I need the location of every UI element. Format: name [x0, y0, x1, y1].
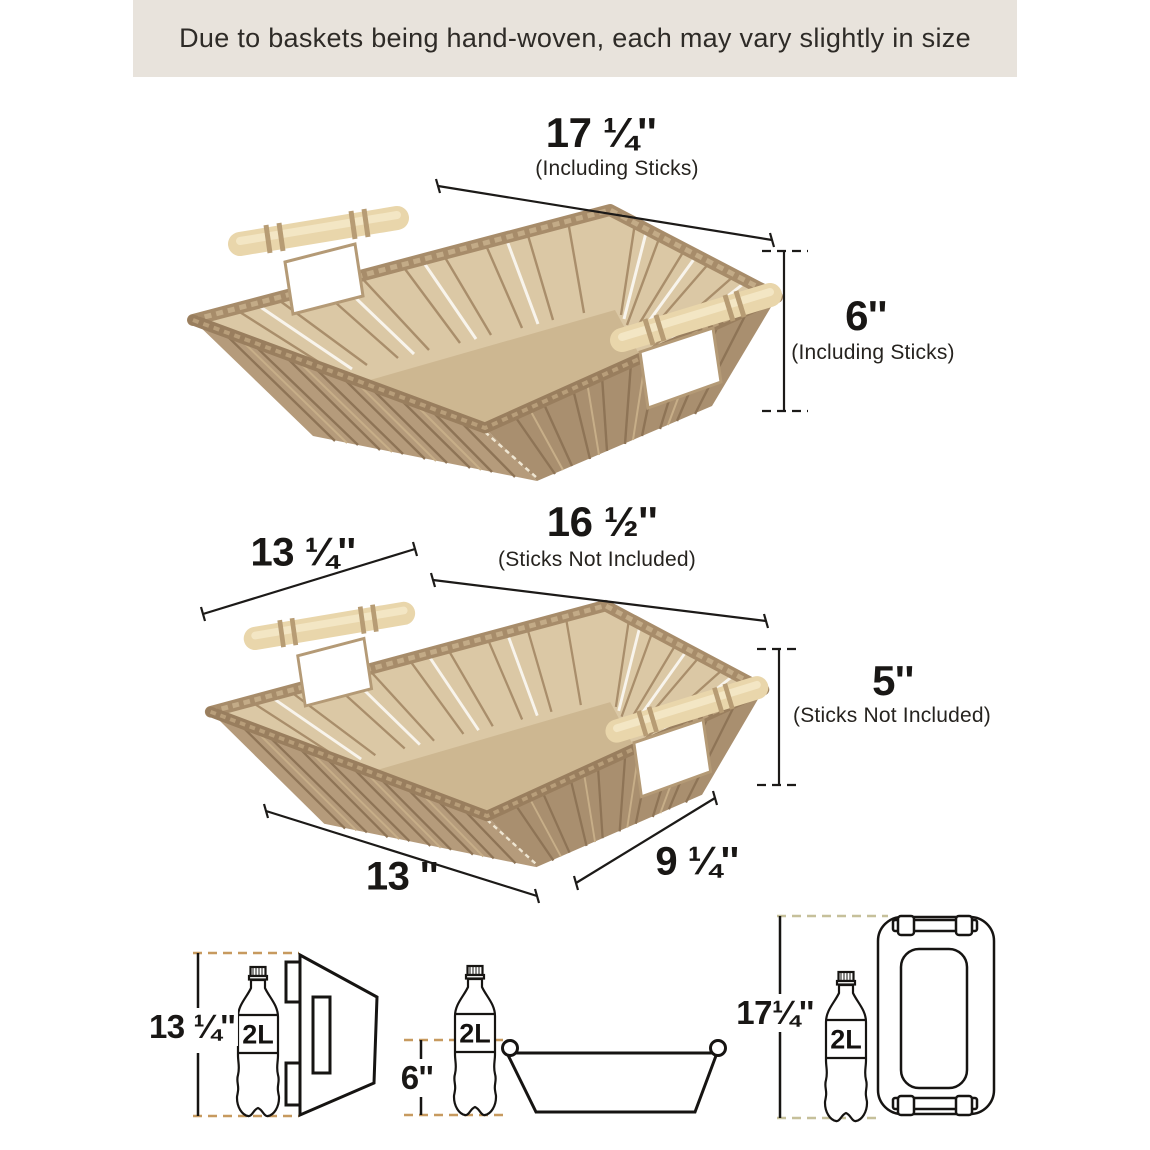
bottle-2l-label: 2L [830, 1024, 862, 1055]
note-width-17-quarter: (Including Sticks) [535, 157, 699, 180]
label-diagonal-13-quarter: 13 ¼'' [250, 530, 356, 575]
note-width-16-half: (Sticks Not Included) [498, 548, 696, 571]
note-height-5: (Sticks Not Included) [793, 704, 991, 727]
frontview-diagram [404, 966, 726, 1115]
label-height-5: 5'' [872, 657, 914, 704]
bottle-2l-label: 2L [242, 1019, 274, 1050]
label-sideview-height: 13 ¼'' [146, 1008, 238, 1046]
dim-line-6 [762, 251, 808, 411]
label-height-6: 6'' [845, 292, 887, 339]
bottle-2l-label: 2L [459, 1018, 491, 1049]
label-base-width-13: 13 '' [365, 854, 439, 899]
label-width-16-half: 16 ½'' [546, 498, 658, 545]
banner-text: Due to baskets being hand-woven, each may vary slightly in size [179, 23, 971, 53]
note-height-6: (Including Sticks) [791, 341, 955, 364]
label-width-17-quarter: 17 ¼'' [545, 109, 657, 156]
label-base-depth-9-quarter: 9 ¼'' [655, 839, 739, 884]
top-basket-photo [193, 209, 777, 481]
label-topview-height: 17¼'' [733, 994, 816, 1032]
label-frontview-height: 6'' [398, 1059, 437, 1097]
bottom-basket-photo [211, 605, 764, 867]
